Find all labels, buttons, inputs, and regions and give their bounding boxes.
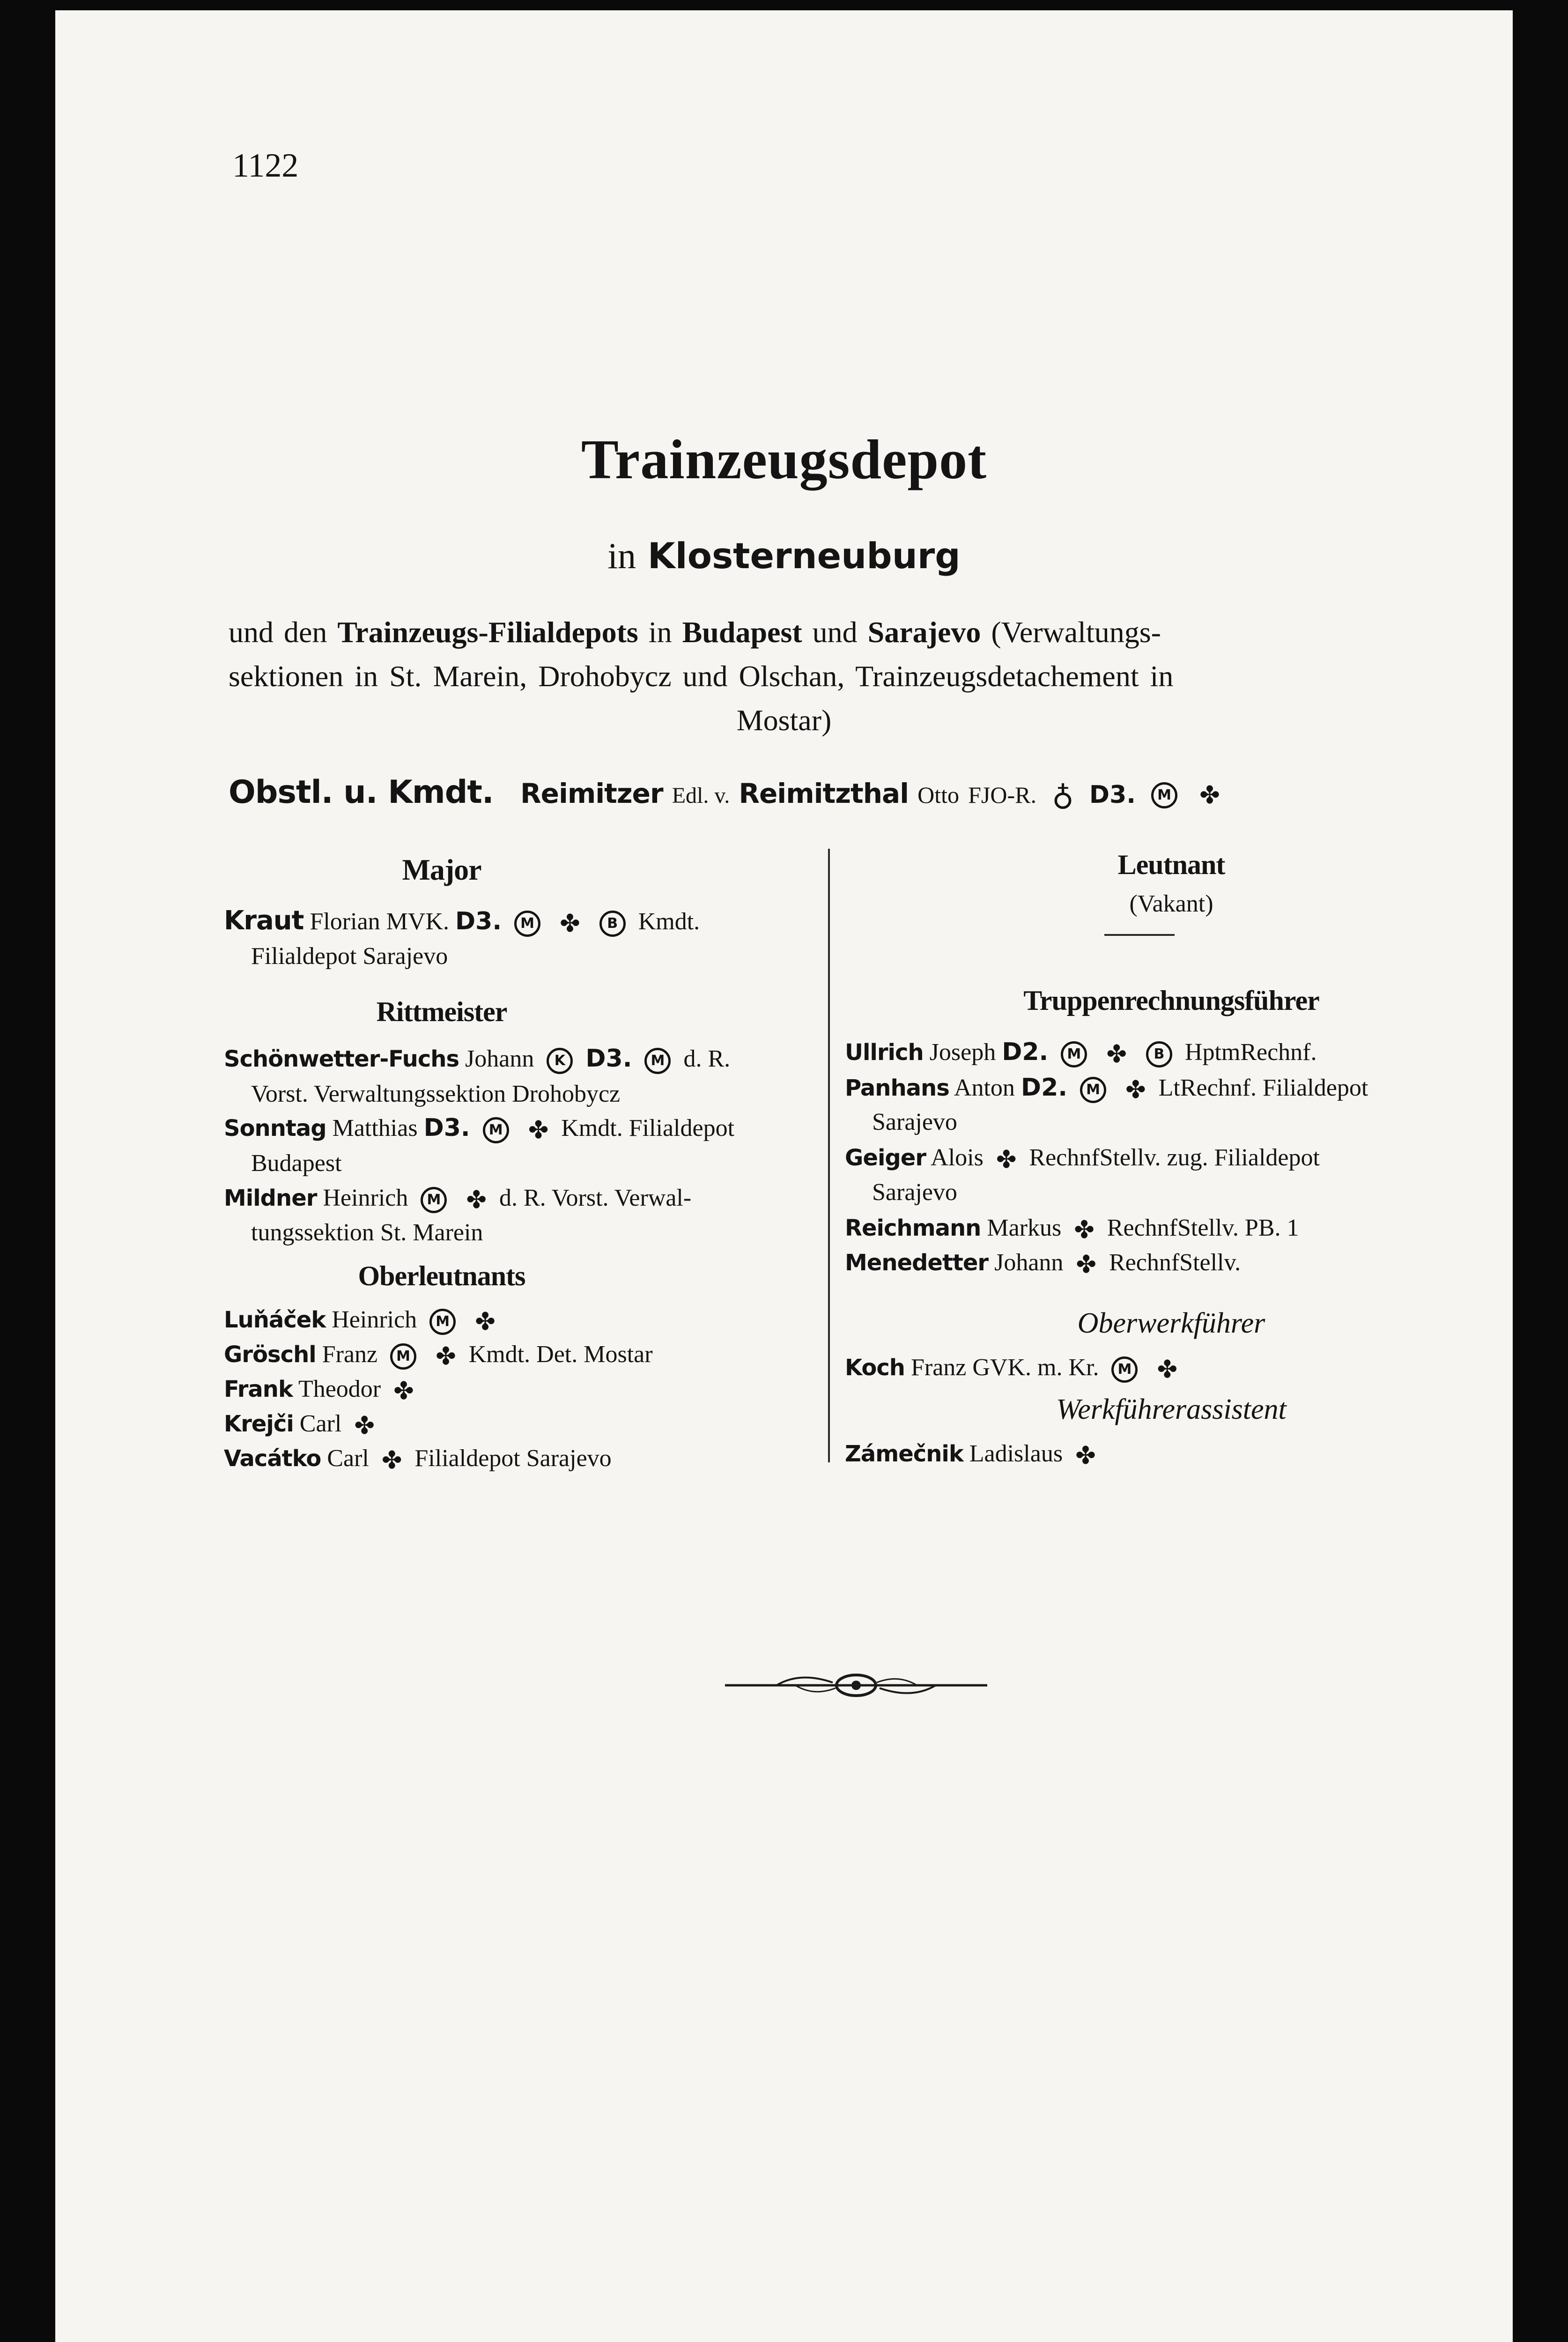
person-firstname: Heinrich — [332, 1306, 417, 1333]
m-medal-icon: M — [1080, 1077, 1106, 1103]
intro-line-1 — [229, 615, 1161, 650]
werkfuehrerassistent-1 — [845, 1436, 1102, 1472]
person-role: Filialdepot Sarajevo — [414, 1445, 612, 1472]
cross-icon: ✤ — [354, 1412, 375, 1440]
person-surname: Vacátko — [224, 1445, 321, 1472]
person-surname: Schönwetter-Fuchs — [224, 1046, 459, 1072]
person-role: Kmdt. Det. Mostar — [468, 1341, 653, 1368]
cross-icon: ✤ — [996, 1146, 1017, 1174]
oberleutnant-2 — [224, 1337, 653, 1372]
person-surname: Ullrich — [845, 1039, 924, 1066]
cross-icon: ✤ — [475, 1308, 496, 1336]
person-role: d. R. Vorst. Verwal- — [499, 1185, 692, 1211]
commander-line — [229, 775, 1227, 814]
person-role: Kmdt. — [638, 908, 700, 935]
rittmeister-3-cont: tungssektion St. Marein — [251, 1219, 483, 1246]
m-medal-icon: M — [429, 1309, 456, 1335]
m-medal-icon: M — [421, 1187, 447, 1213]
section-rule — [1104, 934, 1175, 936]
cross-icon: ✤ — [1157, 1356, 1178, 1384]
intro-text: und — [812, 615, 858, 649]
person-info: GVK. m. Kr. — [972, 1354, 1099, 1381]
person-decor: D3. — [423, 1114, 470, 1142]
person-info: MVK. — [386, 908, 449, 935]
person-surname: Panhans — [845, 1075, 949, 1101]
person-surname: Gröschl — [224, 1341, 316, 1368]
major-line-2: Filialdepot Sarajevo — [251, 943, 448, 970]
person-surname: Mildner — [224, 1185, 317, 1211]
page-number: 1122 — [232, 147, 299, 184]
cross-icon: ✤ — [528, 1116, 549, 1145]
book-page — [55, 10, 1513, 2342]
leutnant-vacant: (Vakant) — [1129, 890, 1213, 917]
person-surname: Luňáček — [224, 1307, 326, 1333]
cross-icon: ✤ — [466, 1186, 487, 1215]
person-surname: Geiger — [845, 1145, 926, 1171]
heading-oberleutnants: Oberleutnants — [358, 1260, 525, 1291]
person-surname: Kraut — [224, 905, 304, 936]
person-decor: D3. — [455, 907, 502, 935]
cross-icon: ✤ — [560, 910, 580, 938]
m-medal-icon: M — [483, 1117, 509, 1143]
cross-icon: ✤ — [1125, 1076, 1146, 1104]
person-surname: Koch — [845, 1355, 905, 1381]
person-firstname: Franz — [910, 1354, 967, 1381]
oberleutnant-1 — [224, 1302, 502, 1338]
oberleutnant-5 — [224, 1441, 612, 1476]
person-firstname: Johann — [994, 1249, 1064, 1276]
subtitle — [55, 535, 1513, 577]
person-firstname: Florian — [310, 908, 380, 935]
cross-icon: ✤ — [436, 1342, 456, 1371]
intro-bold-sarajevo: Sarajevo — [867, 615, 981, 649]
m-medal-icon: M — [1111, 1356, 1138, 1383]
column-divider — [828, 849, 830, 1462]
rechnungsfuehrer-4 — [845, 1210, 1299, 1246]
major-line-1 — [224, 903, 700, 940]
heading-werkfuehrerassistent: Werkführerassistent — [1056, 1393, 1287, 1425]
rittmeister-1-cont: Vorst. Verwaltungssektion Drohobycz — [251, 1081, 621, 1107]
cross-icon: ✤ — [1076, 1251, 1096, 1279]
intro-line-2: sektionen in St. Marein, Drohobycz und Olschan, Trainzeugsdetachement in — [229, 660, 1174, 693]
rechnungsfuehrer-2 — [845, 1070, 1368, 1106]
cross-icon: ✤ — [1074, 1216, 1095, 1245]
heading-oberwerkfuehrer: Oberwerkführer — [1077, 1307, 1265, 1339]
b-medal-icon: B — [599, 911, 626, 937]
person-firstname: Joseph — [929, 1039, 996, 1066]
person-decor: D2. — [1002, 1038, 1049, 1066]
person-firstname: Franz — [322, 1341, 378, 1368]
commander-first: Otto — [917, 782, 960, 808]
rechnungsfuehrer-3 — [845, 1140, 1320, 1176]
person-role: d. R. — [683, 1045, 731, 1072]
person-firstname: Johann — [465, 1045, 534, 1072]
m-medal-icon: M — [644, 1048, 671, 1074]
rechnungsfuehrer-2-cont: Sarajevo — [872, 1109, 957, 1135]
person-firstname: Markus — [987, 1215, 1062, 1241]
person-role: HptmRechnf. — [1184, 1039, 1317, 1066]
commander-surname: Reimitzer — [520, 778, 663, 809]
commander-edl: Edl. v. — [672, 783, 730, 808]
subtitle-place: Klosterneuburg — [647, 535, 961, 577]
person-firstname: Matthias — [332, 1115, 418, 1141]
person-firstname: Carl — [327, 1445, 369, 1472]
m-medal-icon: M — [1061, 1041, 1087, 1067]
person-decor: D2. — [1021, 1074, 1068, 1102]
commander-surname2: Reimitzthal — [739, 778, 909, 809]
person-surname: Frank — [224, 1376, 293, 1402]
rittmeister-2-cont: Budapest — [251, 1150, 342, 1177]
commander-rank: Obstl. u. Kmdt. — [229, 774, 494, 811]
heading-rittmeister: Rittmeister — [376, 996, 507, 1027]
person-surname: Zámečnik — [845, 1441, 963, 1467]
commander-decor: D3. — [1089, 781, 1136, 809]
person-role: LtRechnf. Filialdepot — [1158, 1075, 1368, 1101]
person-surname: Sonntag — [224, 1115, 326, 1141]
m-medal-icon: M — [390, 1343, 416, 1370]
rittmeister-2 — [224, 1110, 734, 1146]
intro-bold-depots: Trainzeugs-Filialdepots — [337, 615, 638, 649]
person-firstname: Heinrich — [323, 1185, 408, 1211]
person-firstname: Ladislaus — [969, 1440, 1063, 1467]
heading-truppenrechnungsfuehrer: Truppenrechnungsführer — [1023, 985, 1319, 1016]
person-decor: D3. — [585, 1045, 632, 1073]
oberleutnant-4 — [224, 1406, 381, 1442]
ornament-divider — [725, 1667, 987, 1704]
cross-icon: ✤ — [1106, 1040, 1127, 1069]
person-surname: Reichmann — [845, 1215, 981, 1241]
commander-order: FJO-R. — [968, 782, 1036, 808]
person-surname: Menedetter — [845, 1250, 989, 1276]
person-role: RechnfStellv. — [1109, 1249, 1241, 1276]
person-role: RechnfStellv. PB. 1 — [1107, 1215, 1299, 1241]
rittmeister-1 — [224, 1041, 730, 1077]
person-firstname: Theodor — [298, 1376, 381, 1402]
oberwerkfuehrer-1 — [845, 1350, 1184, 1386]
person-role: RechnfStellv. zug. Filialdepot — [1029, 1144, 1320, 1171]
cross-icon: ✤ — [393, 1377, 414, 1406]
person-surname: Krejči — [224, 1411, 294, 1437]
heading-leutnant: Leutnant — [1117, 849, 1225, 880]
person-firstname: Anton — [954, 1075, 1015, 1101]
rittmeister-3 — [224, 1180, 691, 1216]
person-role: Kmdt. Filialdepot — [561, 1115, 735, 1141]
rechnungsfuehrer-3-cont: Sarajevo — [872, 1179, 957, 1206]
b-medal-icon: B — [1146, 1041, 1172, 1067]
cross-icon: ✤ — [1075, 1442, 1096, 1470]
person-firstname: Alois — [931, 1144, 984, 1171]
subtitle-prefix: in — [607, 535, 636, 576]
person-firstname: Carl — [299, 1410, 342, 1437]
intro-text: und den — [229, 615, 327, 649]
rechnungsfuehrer-5 — [845, 1245, 1241, 1281]
k-medal-icon: K — [547, 1048, 573, 1074]
m-medal-icon: M — [1151, 782, 1177, 808]
heading-major: Major — [402, 853, 481, 886]
ring-icon: ♁ — [1052, 778, 1074, 813]
cross-icon: ✤ — [1199, 781, 1220, 810]
intro-bold-budapest: Budapest — [682, 615, 802, 649]
rechnungsfuehrer-1 — [845, 1034, 1317, 1070]
page-title: Trainzeugsdepot — [581, 428, 987, 490]
oberleutnant-3 — [224, 1371, 421, 1407]
intro-line-3: Mostar) — [736, 704, 832, 737]
m-medal-icon: M — [514, 911, 540, 937]
cross-icon: ✤ — [381, 1446, 402, 1475]
intro-text: (Verwaltungs- — [991, 615, 1161, 649]
intro-text: in — [648, 615, 672, 649]
